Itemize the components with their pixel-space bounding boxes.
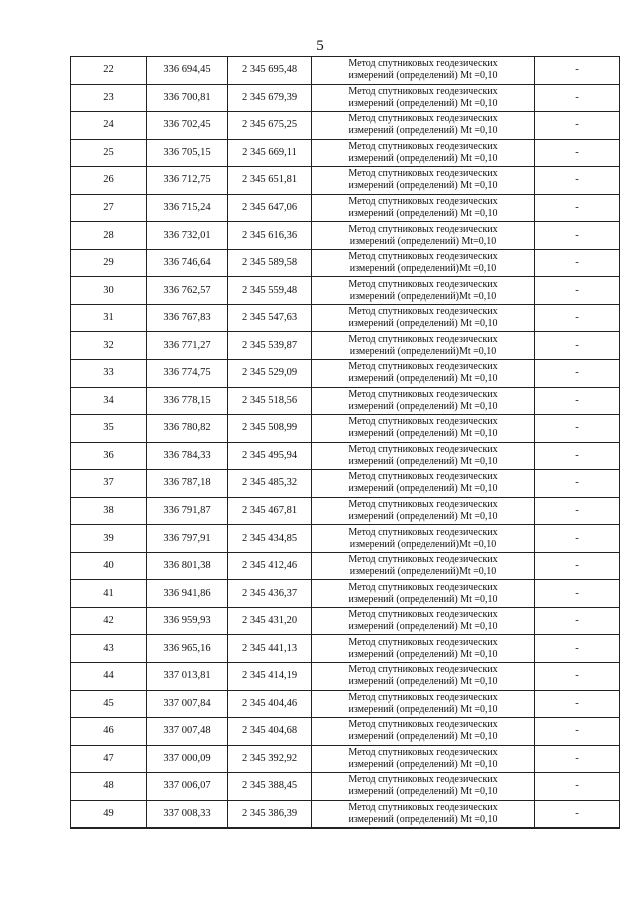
method-cell bbox=[312, 442, 535, 470]
point-number-cell: 26 bbox=[71, 167, 147, 195]
point-number-cell: 45 bbox=[71, 690, 147, 718]
table-row bbox=[71, 249, 620, 277]
method-line-1: Метод спутниковых геодезических bbox=[348, 85, 498, 97]
method-line-1: Метод спутниковых геодезических bbox=[348, 664, 498, 676]
method-line-2: измерений (определений) Mt =0,10 bbox=[348, 703, 498, 715]
y-coordinate-cell: 2 345 539,87 bbox=[228, 332, 312, 360]
table-row bbox=[71, 194, 620, 222]
y-coordinate-cell: 2 345 675,25 bbox=[228, 112, 312, 140]
method-cell bbox=[312, 800, 535, 828]
method-line-2: измерений (определений) Mt =0,10 bbox=[348, 373, 498, 385]
method-cell bbox=[312, 552, 535, 580]
method-line-1: Метод спутниковых геодезических bbox=[348, 333, 498, 345]
extra-cell: - bbox=[535, 718, 620, 746]
extra-cell: - bbox=[535, 387, 620, 415]
y-coordinate-cell: 2 345 434,85 bbox=[228, 525, 312, 553]
method-line-1: Метод спутниковых геодезических bbox=[348, 581, 498, 593]
extra-cell: - bbox=[535, 112, 620, 140]
method-line-1: Метод спутниковых геодезических bbox=[348, 443, 498, 455]
method-line-2: измерений (определений) Mt =0,10 bbox=[348, 428, 498, 440]
method-line-2: измерений (определений) Mt =0,10 bbox=[348, 70, 498, 82]
method-cell bbox=[312, 249, 535, 277]
point-number-cell: 44 bbox=[71, 663, 147, 691]
x-coordinate-cell: 336 965,16 bbox=[147, 635, 228, 663]
extra-cell: - bbox=[535, 773, 620, 801]
y-coordinate-cell: 2 345 431,20 bbox=[228, 607, 312, 635]
method-line-2: измерений (определений) Mt =0,10 bbox=[348, 180, 498, 192]
y-coordinate-cell: 2 345 669,11 bbox=[228, 139, 312, 167]
method-cell bbox=[312, 332, 535, 360]
point-number-cell: 40 bbox=[71, 552, 147, 580]
method-line-2: измерений (определений) Mt =0,10 bbox=[348, 152, 498, 164]
method-line-2: измерений (определений) Mt =0,10 bbox=[348, 758, 498, 770]
y-coordinate-cell: 2 345 651,81 bbox=[228, 167, 312, 195]
method-line-2: измерений (определений) Mt =0,10 bbox=[348, 731, 498, 743]
method-cell bbox=[312, 607, 535, 635]
point-number-cell: 42 bbox=[71, 607, 147, 635]
extra-cell: - bbox=[535, 497, 620, 525]
method-cell bbox=[312, 277, 535, 305]
method-line-1: Метод спутниковых геодезических bbox=[348, 416, 498, 428]
y-coordinate-cell: 2 345 695,48 bbox=[228, 57, 312, 85]
point-number-cell: 33 bbox=[71, 360, 147, 388]
method-line-2: измерений (определений)Mt =0,10 bbox=[349, 566, 497, 578]
extra-cell: - bbox=[535, 607, 620, 635]
table-row bbox=[71, 607, 620, 635]
method-line-1: Метод спутниковых геодезических bbox=[348, 361, 498, 373]
method-line-2: измерений (определений) Mt =0,10 bbox=[348, 208, 498, 219]
extra-cell: - bbox=[535, 194, 620, 222]
x-coordinate-cell: 336 791,87 bbox=[147, 497, 228, 525]
point-number-cell: 49 bbox=[71, 800, 147, 828]
method-line-1: Метод спутниковых геодезических bbox=[348, 196, 498, 207]
table-row bbox=[71, 360, 620, 388]
method-line-1: Метод спутниковых геодезических bbox=[348, 113, 498, 125]
table-row bbox=[71, 387, 620, 415]
method-line-2: измерений (определений)Mt =0,10 bbox=[349, 263, 497, 275]
method-line-2: измерений (определений)Mt =0,10 bbox=[349, 345, 497, 357]
point-number-cell: 34 bbox=[71, 387, 147, 415]
method-line-1: Метод спутниковых геодезических bbox=[348, 526, 498, 538]
point-number-cell: 38 bbox=[71, 497, 147, 525]
extra-cell: - bbox=[535, 277, 620, 305]
point-number-cell: 35 bbox=[71, 415, 147, 443]
point-number-cell: 47 bbox=[71, 745, 147, 773]
y-coordinate-cell: 2 345 616,36 bbox=[228, 222, 312, 250]
extra-cell: - bbox=[535, 304, 620, 332]
table-row bbox=[71, 745, 620, 773]
method-line-2: измерений (определений)Mt =0,10 bbox=[349, 290, 497, 302]
method-cell bbox=[312, 635, 535, 663]
y-coordinate-cell: 2 345 414,19 bbox=[228, 663, 312, 691]
page-number: 5 bbox=[316, 38, 324, 54]
table-row bbox=[71, 525, 620, 553]
method-line-1: Метод спутниковых геодезических bbox=[348, 554, 498, 566]
table-row bbox=[71, 552, 620, 580]
point-number-cell: 48 bbox=[71, 773, 147, 801]
method-line-1: Метод спутниковых геодезических bbox=[348, 746, 498, 758]
method-line-1: Метод спутниковых геодезических bbox=[348, 802, 498, 814]
table-row bbox=[71, 718, 620, 746]
extra-cell: - bbox=[535, 442, 620, 470]
point-number-cell: 23 bbox=[71, 84, 147, 112]
method-line-2: измерений (определений) Mt =0,10 bbox=[348, 97, 498, 109]
method-cell bbox=[312, 167, 535, 195]
y-coordinate-cell: 2 345 467,81 bbox=[228, 497, 312, 525]
point-number-cell: 46 bbox=[71, 718, 147, 746]
y-coordinate-cell: 2 345 485,32 bbox=[228, 470, 312, 498]
table-row bbox=[71, 663, 620, 691]
point-number-cell: 39 bbox=[71, 525, 147, 553]
table-row bbox=[71, 112, 620, 140]
x-coordinate-cell: 337 008,33 bbox=[147, 800, 228, 828]
table-row bbox=[71, 332, 620, 360]
method-line-1: Метод спутниковых геодезических bbox=[348, 251, 498, 263]
method-cell bbox=[312, 112, 535, 140]
method-line-2: измерений (определений) Mt =0,10 bbox=[348, 786, 498, 798]
x-coordinate-cell: 336 771,27 bbox=[147, 332, 228, 360]
table-row bbox=[71, 690, 620, 718]
extra-cell: - bbox=[535, 690, 620, 718]
method-line-2: измерений (определений) Mt =0,10 bbox=[348, 125, 498, 137]
method-line-2: измерений (определений) Mt =0,10 bbox=[348, 400, 498, 412]
method-cell bbox=[312, 415, 535, 443]
point-number-cell: 37 bbox=[71, 470, 147, 498]
method-cell bbox=[312, 57, 535, 85]
method-line-1: Метод спутниковых геодезических bbox=[348, 168, 498, 180]
x-coordinate-cell: 336 694,45 bbox=[147, 57, 228, 85]
extra-cell: - bbox=[535, 332, 620, 360]
y-coordinate-cell: 2 345 647,06 bbox=[228, 194, 312, 222]
y-coordinate-cell: 2 345 404,46 bbox=[228, 690, 312, 718]
y-coordinate-cell: 2 345 495,94 bbox=[228, 442, 312, 470]
method-cell bbox=[312, 84, 535, 112]
table-row bbox=[71, 773, 620, 801]
y-coordinate-cell: 2 345 547,63 bbox=[228, 304, 312, 332]
x-coordinate-cell: 336 774,75 bbox=[147, 360, 228, 388]
method-line-1: Метод спутниковых геодезических bbox=[348, 636, 498, 648]
x-coordinate-cell: 337 000,09 bbox=[147, 745, 228, 773]
y-coordinate-cell: 2 345 412,46 bbox=[228, 552, 312, 580]
table-row bbox=[71, 139, 620, 167]
table-row bbox=[71, 304, 620, 332]
method-line-1: Метод спутниковых геодезических bbox=[348, 388, 498, 400]
point-number-cell: 27 bbox=[71, 194, 147, 222]
method-line-1: Метод спутниковых геодезических bbox=[348, 306, 498, 318]
method-line-2: измерений (определений) Mt =0,10 bbox=[348, 648, 498, 660]
extra-cell: - bbox=[535, 84, 620, 112]
x-coordinate-cell: 336 746,64 bbox=[147, 249, 228, 277]
method-line-2: измерений (определений) Mt =0,10 bbox=[348, 483, 498, 495]
y-coordinate-cell: 2 345 529,09 bbox=[228, 360, 312, 388]
extra-cell: - bbox=[535, 249, 620, 277]
x-coordinate-cell: 336 715,24 bbox=[147, 194, 228, 222]
x-coordinate-cell: 337 006,07 bbox=[147, 773, 228, 801]
method-cell bbox=[312, 387, 535, 415]
method-line-2: измерений (определений) Mt =0,10 bbox=[348, 318, 498, 330]
x-coordinate-cell: 336 780,82 bbox=[147, 415, 228, 443]
point-number-cell: 30 bbox=[71, 277, 147, 305]
method-cell bbox=[312, 525, 535, 553]
y-coordinate-cell: 2 345 441,13 bbox=[228, 635, 312, 663]
table-row bbox=[71, 57, 620, 85]
table-row bbox=[71, 497, 620, 525]
method-cell bbox=[312, 580, 535, 608]
x-coordinate-cell: 336 732,01 bbox=[147, 222, 228, 250]
table-row bbox=[71, 470, 620, 498]
table-row bbox=[71, 84, 620, 112]
method-line-1: Метод спутниковых геодезических bbox=[348, 223, 498, 235]
x-coordinate-cell: 336 797,91 bbox=[147, 525, 228, 553]
y-coordinate-cell: 2 345 589,58 bbox=[228, 249, 312, 277]
method-cell bbox=[312, 139, 535, 167]
method-line-1: Метод спутниковых геодезических bbox=[348, 58, 498, 70]
point-number-cell: 32 bbox=[71, 332, 147, 360]
table-row bbox=[71, 580, 620, 608]
extra-cell: - bbox=[535, 139, 620, 167]
method-line-2: измерений (определений)Mt =0,10 bbox=[349, 538, 497, 550]
extra-cell: - bbox=[535, 360, 620, 388]
table-row bbox=[71, 222, 620, 250]
point-number-cell: 41 bbox=[71, 580, 147, 608]
y-coordinate-cell: 2 345 388,45 bbox=[228, 773, 312, 801]
extra-cell: - bbox=[535, 745, 620, 773]
point-number-cell: 29 bbox=[71, 249, 147, 277]
extra-cell: - bbox=[535, 552, 620, 580]
y-coordinate-cell: 2 345 404,68 bbox=[228, 718, 312, 746]
coordinates-table-body bbox=[71, 57, 620, 829]
method-cell bbox=[312, 745, 535, 773]
method-cell bbox=[312, 360, 535, 388]
method-cell bbox=[312, 194, 535, 222]
method-line-2: измерений (определений) Mt =0,10 bbox=[348, 621, 498, 633]
coordinates-table bbox=[70, 56, 620, 829]
x-coordinate-cell: 336 787,18 bbox=[147, 470, 228, 498]
method-line-2: измерений (определений) Mt =0,10 bbox=[348, 511, 498, 523]
x-coordinate-cell: 336 801,38 bbox=[147, 552, 228, 580]
method-line-1: Метод спутниковых геодезических bbox=[348, 499, 498, 511]
method-line-1: Метод спутниковых геодезических bbox=[348, 140, 498, 152]
method-line-1: Метод спутниковых геодезических bbox=[348, 609, 498, 621]
method-cell bbox=[312, 773, 535, 801]
x-coordinate-cell: 336 762,57 bbox=[147, 277, 228, 305]
table-row bbox=[71, 277, 620, 305]
method-cell bbox=[312, 690, 535, 718]
method-line-2: измерений (определений) Mt =0,10 bbox=[348, 676, 498, 688]
x-coordinate-cell: 337 013,81 bbox=[147, 663, 228, 691]
method-cell bbox=[312, 222, 535, 250]
point-number-cell: 43 bbox=[71, 635, 147, 663]
method-line-1: Метод спутниковых геодезических bbox=[348, 719, 498, 731]
point-number-cell: 28 bbox=[71, 222, 147, 250]
method-line-2: измерений (определений) Mt =0,10 bbox=[348, 455, 498, 467]
point-number-cell: 22 bbox=[71, 57, 147, 85]
table-row bbox=[71, 635, 620, 663]
table-row bbox=[71, 800, 620, 828]
extra-cell: - bbox=[535, 470, 620, 498]
point-number-cell: 36 bbox=[71, 442, 147, 470]
y-coordinate-cell: 2 345 559,48 bbox=[228, 277, 312, 305]
extra-cell: - bbox=[535, 635, 620, 663]
x-coordinate-cell: 337 007,48 bbox=[147, 718, 228, 746]
method-cell bbox=[312, 718, 535, 746]
x-coordinate-cell: 336 941,86 bbox=[147, 580, 228, 608]
x-coordinate-cell: 337 007,84 bbox=[147, 690, 228, 718]
method-line-2: измерений (определений) Mt=0,10 bbox=[349, 235, 497, 247]
point-number-cell: 25 bbox=[71, 139, 147, 167]
x-coordinate-cell: 336 784,33 bbox=[147, 442, 228, 470]
y-coordinate-cell: 2 345 508,99 bbox=[228, 415, 312, 443]
y-coordinate-cell: 2 345 518,56 bbox=[228, 387, 312, 415]
table-row bbox=[71, 415, 620, 443]
method-cell bbox=[312, 497, 535, 525]
method-cell bbox=[312, 663, 535, 691]
extra-cell: - bbox=[535, 800, 620, 828]
y-coordinate-cell: 2 345 386,39 bbox=[228, 800, 312, 828]
method-line-1: Метод спутниковых геодезических bbox=[348, 774, 498, 786]
method-line-2: измерений (определений) Mt =0,10 bbox=[348, 814, 498, 826]
extra-cell: - bbox=[535, 222, 620, 250]
y-coordinate-cell: 2 345 436,37 bbox=[228, 580, 312, 608]
x-coordinate-cell: 336 959,93 bbox=[147, 607, 228, 635]
method-line-1: Метод спутниковых геодезических bbox=[348, 471, 498, 483]
extra-cell: - bbox=[535, 167, 620, 195]
x-coordinate-cell: 336 705,15 bbox=[147, 139, 228, 167]
y-coordinate-cell: 2 345 392,92 bbox=[228, 745, 312, 773]
point-number-cell: 24 bbox=[71, 112, 147, 140]
extra-cell: - bbox=[535, 580, 620, 608]
extra-cell: - bbox=[535, 57, 620, 85]
method-cell bbox=[312, 470, 535, 498]
extra-cell: - bbox=[535, 525, 620, 553]
x-coordinate-cell: 336 700,81 bbox=[147, 84, 228, 112]
method-line-1: Метод спутниковых геодезических bbox=[348, 278, 498, 290]
method-line-2: измерений (определений) Mt =0,10 bbox=[348, 593, 498, 605]
table-row bbox=[71, 167, 620, 195]
y-coordinate-cell: 2 345 679,39 bbox=[228, 84, 312, 112]
x-coordinate-cell: 336 712,75 bbox=[147, 167, 228, 195]
extra-cell: - bbox=[535, 415, 620, 443]
method-line-1: Метод спутниковых геодезических bbox=[348, 691, 498, 703]
method-cell bbox=[312, 304, 535, 332]
point-number-cell: 31 bbox=[71, 304, 147, 332]
x-coordinate-cell: 336 702,45 bbox=[147, 112, 228, 140]
table-row bbox=[71, 442, 620, 470]
x-coordinate-cell: 336 767,83 bbox=[147, 304, 228, 332]
x-coordinate-cell: 336 778,15 bbox=[147, 387, 228, 415]
extra-cell: - bbox=[535, 663, 620, 691]
